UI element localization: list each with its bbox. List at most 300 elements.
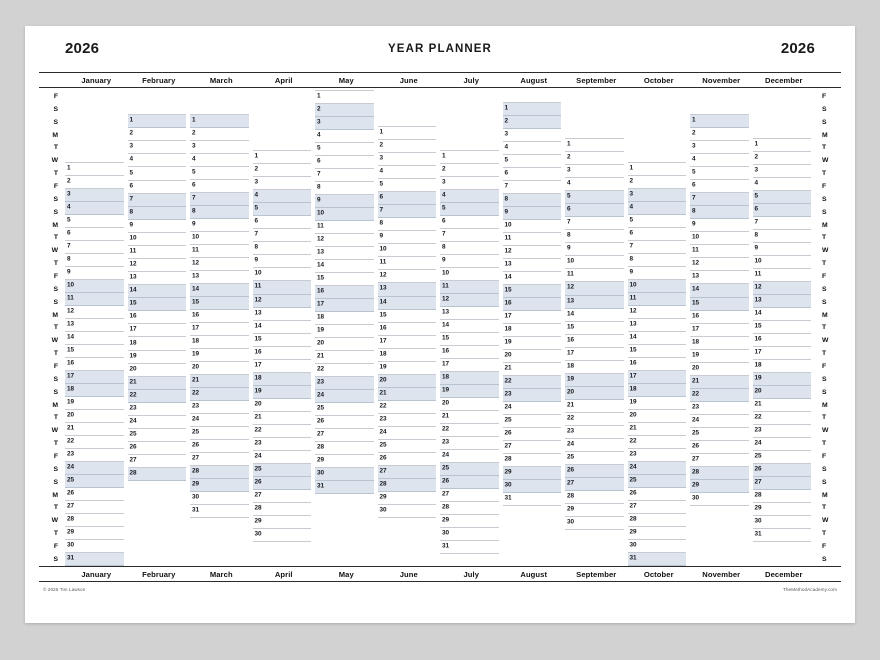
date-cell-april-24[interactable] — [253, 451, 312, 464]
date-cell-july-1[interactable] — [440, 150, 499, 164]
date-cell-march-28[interactable] — [190, 466, 249, 479]
date-cell-october-27[interactable] — [628, 501, 687, 514]
date-cell-june-15[interactable] — [378, 310, 437, 323]
date-cell-march-17[interactable] — [190, 323, 249, 336]
date-cell-august-30[interactable] — [503, 480, 562, 493]
date-cell-september-14[interactable] — [565, 309, 624, 322]
date-cell-may-30[interactable] — [315, 468, 374, 481]
date-cell-september-26[interactable] — [565, 465, 624, 478]
date-cell-april-13[interactable] — [253, 308, 312, 321]
date-cell-may-5[interactable] — [315, 143, 374, 156]
date-cell-july-31[interactable] — [440, 541, 499, 554]
date-cell-october-17[interactable] — [628, 371, 687, 384]
date-cell-july-21[interactable] — [440, 411, 499, 424]
date-cell-june-1[interactable] — [378, 126, 437, 140]
date-cell-february-12[interactable] — [128, 259, 187, 272]
date-cell-june-25[interactable] — [378, 440, 437, 453]
date-cell-march-10[interactable] — [190, 232, 249, 245]
date-cell-september-30[interactable] — [565, 517, 624, 530]
date-cell-february-19[interactable] — [128, 351, 187, 364]
date-cell-june-6[interactable] — [378, 192, 437, 205]
date-cell-november-11[interactable] — [690, 245, 749, 258]
date-cell-december-14[interactable] — [753, 308, 812, 321]
date-cell-january-5[interactable] — [65, 215, 124, 228]
date-cell-may-11[interactable] — [315, 221, 374, 234]
date-cell-august-8[interactable] — [503, 194, 562, 207]
date-cell-december-29[interactable] — [753, 503, 812, 516]
date-cell-march-31[interactable] — [190, 505, 249, 518]
date-cell-january-20[interactable] — [65, 410, 124, 423]
date-cell-may-27[interactable] — [315, 429, 374, 442]
date-cell-february-10[interactable] — [128, 233, 187, 246]
date-cell-december-6[interactable] — [753, 204, 812, 217]
date-cell-december-20[interactable] — [753, 386, 812, 399]
date-cell-february-16[interactable] — [128, 311, 187, 324]
date-cell-december-9[interactable] — [753, 243, 812, 256]
date-cell-july-6[interactable] — [440, 216, 499, 229]
date-cell-may-9[interactable] — [315, 195, 374, 208]
date-cell-december-15[interactable] — [753, 321, 812, 334]
date-cell-january-19[interactable] — [65, 397, 124, 410]
date-cell-october-25[interactable] — [628, 475, 687, 488]
date-cell-december-31[interactable] — [753, 529, 812, 542]
date-cell-february-15[interactable] — [128, 298, 187, 311]
date-cell-june-27[interactable] — [378, 466, 437, 479]
date-cell-september-13[interactable] — [565, 296, 624, 309]
date-cell-december-11[interactable] — [753, 269, 812, 282]
date-cell-november-18[interactable] — [690, 337, 749, 350]
date-cell-july-26[interactable] — [440, 476, 499, 489]
date-cell-june-21[interactable] — [378, 388, 437, 401]
date-cell-december-4[interactable] — [753, 178, 812, 191]
date-cell-july-25[interactable] — [440, 463, 499, 476]
date-cell-june-20[interactable] — [378, 375, 437, 388]
date-cell-december-26[interactable] — [753, 464, 812, 477]
date-cell-april-23[interactable] — [253, 438, 312, 451]
date-cell-january-16[interactable] — [65, 358, 124, 371]
date-cell-december-8[interactable] — [753, 230, 812, 243]
date-cell-november-28[interactable] — [690, 467, 749, 480]
date-cell-july-22[interactable] — [440, 424, 499, 437]
date-cell-november-6[interactable] — [690, 180, 749, 193]
date-cell-february-5[interactable] — [128, 167, 187, 180]
date-cell-october-1[interactable] — [628, 162, 687, 176]
date-cell-may-21[interactable] — [315, 351, 374, 364]
date-cell-february-24[interactable] — [128, 416, 187, 429]
date-cell-july-9[interactable] — [440, 255, 499, 268]
date-cell-june-22[interactable] — [378, 401, 437, 414]
date-cell-september-24[interactable] — [565, 439, 624, 452]
date-cell-march-5[interactable] — [190, 167, 249, 180]
date-cell-june-11[interactable] — [378, 257, 437, 270]
date-cell-october-3[interactable] — [628, 189, 687, 202]
date-cell-august-20[interactable] — [503, 350, 562, 363]
date-cell-january-14[interactable] — [65, 332, 124, 345]
date-cell-december-23[interactable] — [753, 425, 812, 438]
date-cell-march-20[interactable] — [190, 362, 249, 375]
date-cell-september-18[interactable] — [565, 361, 624, 374]
date-cell-november-15[interactable] — [690, 298, 749, 311]
date-cell-january-25[interactable] — [65, 475, 124, 488]
date-cell-august-29[interactable] — [503, 467, 562, 480]
date-cell-october-19[interactable] — [628, 397, 687, 410]
date-cell-october-24[interactable] — [628, 462, 687, 475]
date-cell-july-29[interactable] — [440, 515, 499, 528]
date-cell-november-9[interactable] — [690, 219, 749, 232]
date-cell-october-8[interactable] — [628, 254, 687, 267]
date-cell-august-21[interactable] — [503, 363, 562, 376]
date-cell-november-29[interactable] — [690, 480, 749, 493]
date-cell-june-29[interactable] — [378, 492, 437, 505]
date-cell-november-16[interactable] — [690, 311, 749, 324]
date-cell-january-11[interactable] — [65, 293, 124, 306]
date-cell-march-23[interactable] — [190, 401, 249, 414]
date-cell-april-17[interactable] — [253, 360, 312, 373]
date-cell-august-23[interactable] — [503, 389, 562, 402]
date-cell-may-14[interactable] — [315, 260, 374, 273]
date-cell-november-5[interactable] — [690, 167, 749, 180]
date-cell-december-5[interactable] — [753, 191, 812, 204]
date-cell-july-28[interactable] — [440, 502, 499, 515]
date-cell-january-1[interactable] — [65, 162, 124, 176]
date-cell-april-6[interactable] — [253, 216, 312, 229]
date-cell-april-22[interactable] — [253, 425, 312, 438]
date-cell-october-4[interactable] — [628, 202, 687, 215]
date-cell-february-22[interactable] — [128, 390, 187, 403]
date-cell-may-31[interactable] — [315, 481, 374, 494]
date-cell-september-16[interactable] — [565, 335, 624, 348]
date-cell-may-29[interactable] — [315, 455, 374, 468]
date-cell-august-17[interactable] — [503, 311, 562, 324]
date-cell-september-8[interactable] — [565, 230, 624, 243]
date-cell-september-22[interactable] — [565, 413, 624, 426]
date-cell-august-7[interactable] — [503, 181, 562, 194]
date-cell-february-26[interactable] — [128, 442, 187, 455]
date-cell-february-21[interactable] — [128, 377, 187, 390]
date-cell-may-6[interactable] — [315, 156, 374, 169]
date-cell-april-1[interactable] — [253, 150, 312, 164]
date-cell-june-16[interactable] — [378, 323, 437, 336]
date-cell-april-16[interactable] — [253, 347, 312, 360]
date-cell-january-18[interactable] — [65, 384, 124, 397]
date-cell-august-28[interactable] — [503, 454, 562, 467]
date-cell-january-7[interactable] — [65, 241, 124, 254]
date-cell-february-23[interactable] — [128, 403, 187, 416]
date-cell-july-23[interactable] — [440, 437, 499, 450]
date-cell-september-20[interactable] — [565, 387, 624, 400]
date-cell-march-14[interactable] — [190, 284, 249, 297]
date-cell-october-20[interactable] — [628, 410, 687, 423]
date-cell-april-2[interactable] — [253, 164, 312, 177]
date-cell-october-9[interactable] — [628, 267, 687, 280]
date-cell-march-30[interactable] — [190, 492, 249, 505]
date-cell-may-1[interactable] — [315, 90, 374, 104]
date-cell-november-7[interactable] — [690, 193, 749, 206]
date-cell-july-16[interactable] — [440, 346, 499, 359]
date-cell-september-21[interactable] — [565, 400, 624, 413]
date-cell-september-3[interactable] — [565, 165, 624, 178]
date-cell-july-11[interactable] — [440, 281, 499, 294]
date-cell-january-10[interactable] — [65, 280, 124, 293]
date-cell-february-27[interactable] — [128, 455, 187, 468]
date-cell-january-31[interactable] — [65, 553, 124, 566]
date-cell-december-7[interactable] — [753, 217, 812, 230]
date-cell-april-28[interactable] — [253, 503, 312, 516]
date-cell-december-22[interactable] — [753, 412, 812, 425]
date-cell-august-16[interactable] — [503, 298, 562, 311]
date-cell-april-26[interactable] — [253, 477, 312, 490]
date-cell-january-23[interactable] — [65, 449, 124, 462]
date-cell-may-16[interactable] — [315, 286, 374, 299]
date-cell-september-2[interactable] — [565, 152, 624, 165]
date-cell-february-11[interactable] — [128, 246, 187, 259]
date-cell-june-5[interactable] — [378, 179, 437, 192]
date-cell-november-14[interactable] — [690, 284, 749, 297]
date-cell-january-22[interactable] — [65, 436, 124, 449]
date-cell-october-11[interactable] — [628, 293, 687, 306]
date-cell-august-10[interactable] — [503, 220, 562, 233]
date-cell-november-2[interactable] — [690, 128, 749, 141]
date-cell-june-8[interactable] — [378, 218, 437, 231]
date-cell-january-13[interactable] — [65, 319, 124, 332]
date-cell-december-2[interactable] — [753, 152, 812, 165]
date-cell-september-5[interactable] — [565, 191, 624, 204]
date-cell-february-6[interactable] — [128, 181, 187, 194]
date-cell-march-1[interactable] — [190, 114, 249, 128]
date-cell-april-27[interactable] — [253, 490, 312, 503]
date-cell-august-12[interactable] — [503, 246, 562, 259]
date-cell-december-18[interactable] — [753, 360, 812, 373]
date-cell-december-16[interactable] — [753, 334, 812, 347]
date-cell-august-18[interactable] — [503, 324, 562, 337]
date-cell-october-6[interactable] — [628, 228, 687, 241]
date-cell-march-26[interactable] — [190, 440, 249, 453]
date-cell-november-20[interactable] — [690, 363, 749, 376]
date-cell-august-11[interactable] — [503, 233, 562, 246]
date-cell-january-12[interactable] — [65, 306, 124, 319]
date-cell-july-27[interactable] — [440, 489, 499, 502]
date-cell-november-13[interactable] — [690, 271, 749, 284]
date-cell-september-12[interactable] — [565, 282, 624, 295]
date-cell-september-1[interactable] — [565, 138, 624, 152]
date-cell-august-2[interactable] — [503, 116, 562, 129]
date-cell-november-17[interactable] — [690, 324, 749, 337]
date-cell-august-22[interactable] — [503, 376, 562, 389]
date-cell-july-30[interactable] — [440, 528, 499, 541]
date-cell-june-10[interactable] — [378, 244, 437, 257]
date-cell-august-3[interactable] — [503, 129, 562, 142]
date-cell-september-25[interactable] — [565, 452, 624, 465]
date-cell-october-15[interactable] — [628, 345, 687, 358]
date-cell-august-27[interactable] — [503, 441, 562, 454]
date-cell-march-25[interactable] — [190, 427, 249, 440]
date-cell-october-29[interactable] — [628, 527, 687, 540]
date-cell-february-4[interactable] — [128, 154, 187, 167]
date-cell-december-30[interactable] — [753, 516, 812, 529]
date-cell-may-23[interactable] — [315, 377, 374, 390]
date-cell-may-3[interactable] — [315, 117, 374, 130]
date-cell-october-28[interactable] — [628, 514, 687, 527]
date-cell-november-21[interactable] — [690, 376, 749, 389]
date-cell-december-3[interactable] — [753, 165, 812, 178]
date-cell-july-4[interactable] — [440, 190, 499, 203]
date-cell-october-7[interactable] — [628, 241, 687, 254]
date-cell-january-21[interactable] — [65, 423, 124, 436]
date-cell-may-12[interactable] — [315, 234, 374, 247]
date-cell-april-3[interactable] — [253, 177, 312, 190]
date-cell-june-13[interactable] — [378, 283, 437, 296]
date-cell-july-10[interactable] — [440, 268, 499, 281]
date-cell-march-16[interactable] — [190, 310, 249, 323]
date-cell-march-21[interactable] — [190, 375, 249, 388]
date-cell-march-19[interactable] — [190, 349, 249, 362]
date-cell-july-19[interactable] — [440, 385, 499, 398]
date-cell-march-7[interactable] — [190, 193, 249, 206]
date-cell-may-13[interactable] — [315, 247, 374, 260]
date-cell-june-30[interactable] — [378, 505, 437, 518]
date-cell-march-9[interactable] — [190, 219, 249, 232]
date-cell-december-27[interactable] — [753, 477, 812, 490]
date-cell-march-29[interactable] — [190, 479, 249, 492]
date-cell-january-15[interactable] — [65, 345, 124, 358]
date-cell-january-27[interactable] — [65, 501, 124, 514]
date-cell-may-10[interactable] — [315, 208, 374, 221]
date-cell-april-8[interactable] — [253, 242, 312, 255]
date-cell-march-13[interactable] — [190, 271, 249, 284]
date-cell-december-25[interactable] — [753, 451, 812, 464]
date-cell-january-26[interactable] — [65, 488, 124, 501]
date-cell-january-6[interactable] — [65, 228, 124, 241]
date-cell-march-24[interactable] — [190, 414, 249, 427]
date-cell-august-25[interactable] — [503, 415, 562, 428]
date-cell-january-4[interactable] — [65, 202, 124, 215]
date-cell-november-19[interactable] — [690, 350, 749, 363]
date-cell-january-3[interactable] — [65, 189, 124, 202]
date-cell-november-8[interactable] — [690, 206, 749, 219]
date-cell-july-2[interactable] — [440, 164, 499, 177]
date-cell-june-3[interactable] — [378, 153, 437, 166]
date-cell-january-2[interactable] — [65, 176, 124, 189]
date-cell-april-15[interactable] — [253, 334, 312, 347]
date-cell-june-18[interactable] — [378, 349, 437, 362]
date-cell-february-1[interactable] — [128, 114, 187, 128]
date-cell-february-8[interactable] — [128, 207, 187, 220]
date-cell-july-13[interactable] — [440, 307, 499, 320]
date-cell-may-18[interactable] — [315, 312, 374, 325]
date-cell-december-13[interactable] — [753, 295, 812, 308]
date-cell-january-30[interactable] — [65, 540, 124, 553]
date-cell-september-27[interactable] — [565, 478, 624, 491]
date-cell-april-7[interactable] — [253, 229, 312, 242]
date-cell-april-25[interactable] — [253, 464, 312, 477]
date-cell-march-22[interactable] — [190, 388, 249, 401]
date-cell-december-12[interactable] — [753, 282, 812, 295]
date-cell-may-28[interactable] — [315, 442, 374, 455]
date-cell-april-21[interactable] — [253, 412, 312, 425]
date-cell-may-15[interactable] — [315, 273, 374, 286]
date-cell-october-2[interactable] — [628, 176, 687, 189]
date-cell-june-17[interactable] — [378, 336, 437, 349]
date-cell-march-2[interactable] — [190, 128, 249, 141]
date-cell-november-30[interactable] — [690, 493, 749, 506]
date-cell-february-18[interactable] — [128, 337, 187, 350]
date-cell-september-4[interactable] — [565, 178, 624, 191]
date-cell-january-24[interactable] — [65, 462, 124, 475]
date-cell-september-11[interactable] — [565, 269, 624, 282]
date-cell-november-26[interactable] — [690, 441, 749, 454]
date-cell-april-30[interactable] — [253, 529, 312, 542]
date-cell-march-6[interactable] — [190, 180, 249, 193]
date-cell-september-19[interactable] — [565, 374, 624, 387]
date-cell-january-17[interactable] — [65, 371, 124, 384]
date-cell-july-14[interactable] — [440, 320, 499, 333]
date-cell-january-28[interactable] — [65, 514, 124, 527]
date-cell-august-14[interactable] — [503, 272, 562, 285]
date-cell-august-6[interactable] — [503, 168, 562, 181]
date-cell-december-17[interactable] — [753, 347, 812, 360]
date-cell-june-28[interactable] — [378, 479, 437, 492]
date-cell-september-6[interactable] — [565, 204, 624, 217]
date-cell-april-10[interactable] — [253, 268, 312, 281]
date-cell-february-17[interactable] — [128, 324, 187, 337]
date-cell-november-24[interactable] — [690, 415, 749, 428]
date-cell-march-15[interactable] — [190, 297, 249, 310]
date-cell-december-19[interactable] — [753, 373, 812, 386]
date-cell-april-29[interactable] — [253, 516, 312, 529]
date-cell-august-9[interactable] — [503, 207, 562, 220]
date-cell-february-14[interactable] — [128, 285, 187, 298]
date-cell-august-4[interactable] — [503, 142, 562, 155]
date-cell-october-13[interactable] — [628, 319, 687, 332]
date-cell-august-1[interactable] — [503, 102, 562, 116]
date-cell-august-5[interactable] — [503, 155, 562, 168]
date-cell-march-3[interactable] — [190, 141, 249, 154]
date-cell-december-21[interactable] — [753, 399, 812, 412]
date-cell-august-24[interactable] — [503, 402, 562, 415]
date-cell-february-7[interactable] — [128, 194, 187, 207]
date-cell-june-23[interactable] — [378, 414, 437, 427]
date-cell-november-12[interactable] — [690, 258, 749, 271]
date-cell-november-10[interactable] — [690, 232, 749, 245]
date-cell-april-20[interactable] — [253, 399, 312, 412]
date-cell-february-2[interactable] — [128, 128, 187, 141]
date-cell-july-18[interactable] — [440, 372, 499, 385]
date-cell-august-19[interactable] — [503, 337, 562, 350]
date-cell-february-28[interactable] — [128, 468, 187, 481]
date-cell-june-14[interactable] — [378, 297, 437, 310]
date-cell-october-21[interactable] — [628, 423, 687, 436]
date-cell-july-20[interactable] — [440, 398, 499, 411]
date-cell-october-12[interactable] — [628, 306, 687, 319]
date-cell-august-15[interactable] — [503, 285, 562, 298]
date-cell-march-12[interactable] — [190, 258, 249, 271]
date-cell-april-14[interactable] — [253, 321, 312, 334]
date-cell-october-10[interactable] — [628, 280, 687, 293]
date-cell-july-24[interactable] — [440, 450, 499, 463]
date-cell-june-2[interactable] — [378, 140, 437, 153]
date-cell-january-8[interactable] — [65, 254, 124, 267]
date-cell-june-24[interactable] — [378, 427, 437, 440]
date-cell-may-20[interactable] — [315, 338, 374, 351]
date-cell-september-10[interactable] — [565, 256, 624, 269]
date-cell-november-23[interactable] — [690, 402, 749, 415]
date-cell-november-27[interactable] — [690, 454, 749, 467]
date-cell-may-2[interactable] — [315, 104, 374, 117]
date-cell-october-26[interactable] — [628, 488, 687, 501]
date-cell-may-17[interactable] — [315, 299, 374, 312]
date-cell-april-11[interactable] — [253, 281, 312, 294]
date-cell-december-1[interactable] — [753, 138, 812, 152]
